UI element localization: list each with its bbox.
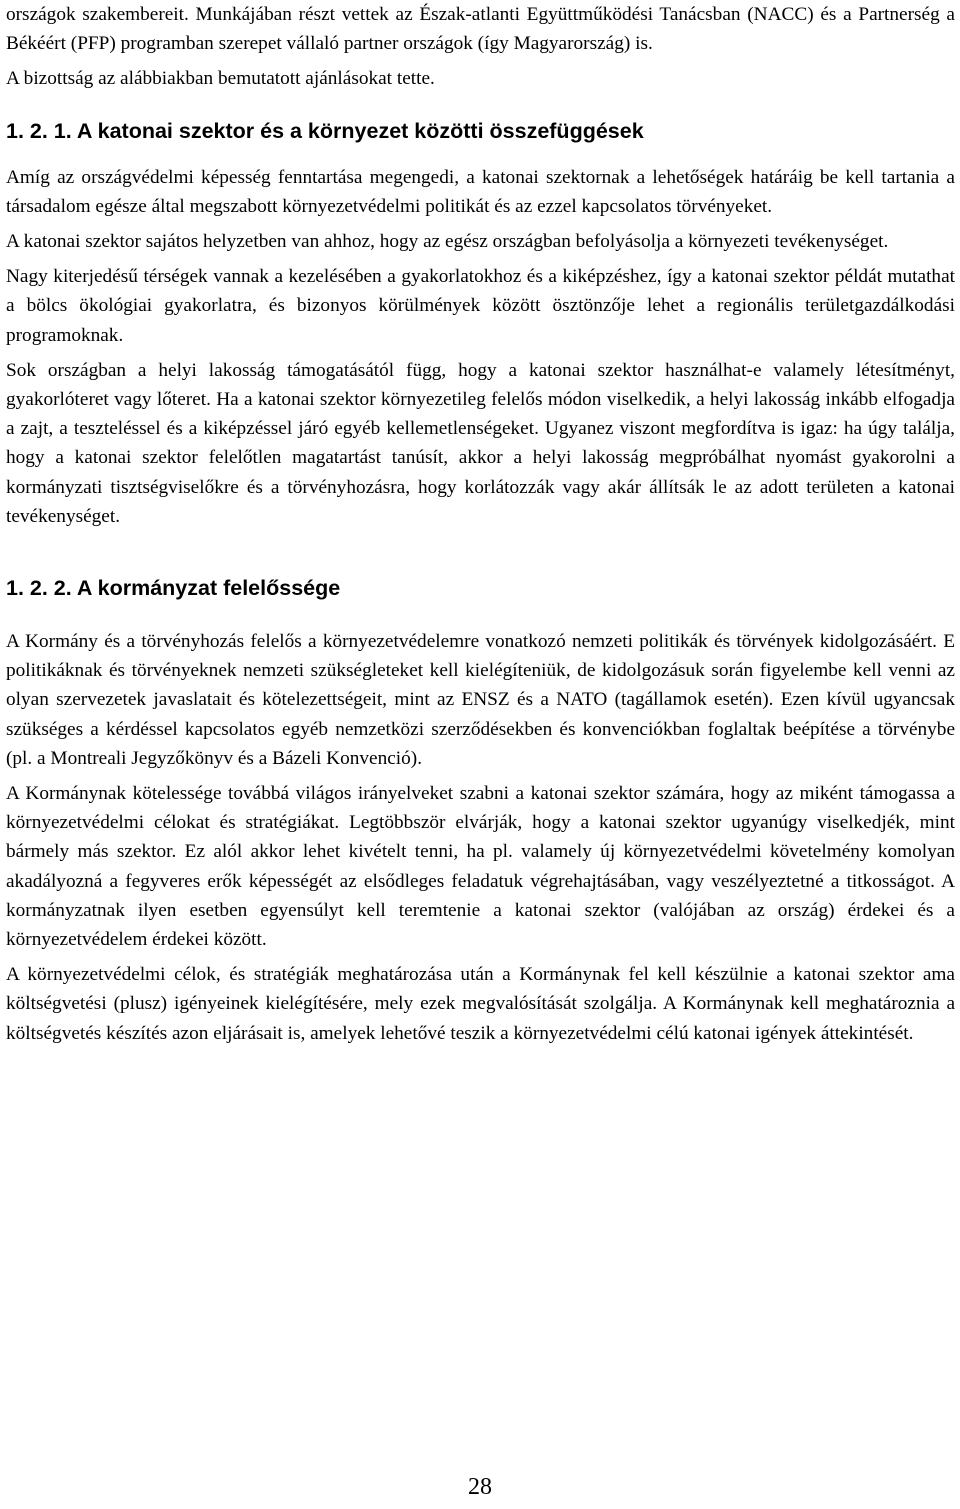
- section1-paragraph-3: Nagy kiterjedésű térségek vannak a kezelésében a gyakorlatokhoz és a kiképzéshez, így a katonai szektor példát mutathat a bölcs ökológiai gyakorlatra, és bizonyos körülmények között ösztönzője lehet a regionális területgazdálkodási programoknak.: [6, 266, 955, 346]
- section2-paragraph-1: A Kormány és a törvényhozás felelős a környezetvédelemre vonatkozó nemzeti politikák és törvények kidolgozásáért. E politikáknak és törvényeknek nemzeti szükségleteket kell kielégíteniük, de kidolgozásuk során figyelembe kell venni az olyan szervezetek javaslatait és kötelezettségeit, mint az ENSZ és a NATO (tagállamok esetén). Ezen kívül ugyancsak szükséges a kérdéssel kapcsolatos egyéb nemzetközi szerződésekben és konvenciókban foglaltak beépítése a törvénybe (pl. a Montreali Jegyzőkönyv és a Bázeli Konvenció).: [6, 631, 955, 769]
- page-number: 28: [468, 1474, 492, 1500]
- section2-paragraph-3: A környezetvédelmi célok, és stratégiák meghatározása után a Kormánynak fel kell készülnie a katonai szektor ama költségvetési (plusz) igényeinek kielégítésére, mely ezek megvalósítását szolgálja. A Kormánynak kell meghatároznia a költségvetés készítés azon eljárásait is, amelyek lehetővé teszik a környezetvédelmi célú katonai igények áttekintését.: [6, 964, 955, 1044]
- section1-paragraph-4: Sok országban a helyi lakosság támogatásától függ, hogy a katonai szektor használhat-e valamely létesítményt, gyakorlóteret vagy lőteret. Ha a katonai szektor környezetileg felelős módon viselkedik, a helyi lakosság inkább elfogadja a zajt, a teszteléssel és a kiképzéssel járó egyéb kellemetlenségeket. Ugyanez viszont megfordítva is igaz: ha úgy találja, hogy a katonai szektor felelőtlen magatartást tanúsít, akkor a helyi lakosság megpróbálhat nyomást gyakorolni a kormányzati tisztségviselőkre és a törvényhozásra, hogy korlátozzák vagy akár állítsák le az adott területen a katonai tevékenységet.: [6, 359, 955, 527]
- section1-paragraph-2: A katonai szektor sajátos helyzetben van ahhoz, hogy az egész országban befolyásolja a környezeti tevékenységet.: [6, 231, 889, 253]
- intro-paragraph-2: A bizottság az alábbiakban bemutatott ajánlásokat tette.: [6, 68, 435, 90]
- section1-paragraph-1: Amíg az országvédelmi képesség fenntartása megengedi, a katonai szektornak a lehetőségek határáig be kell tartania a társadalom egésze által megszabott környezetvédelmi politikát és az ezzel kapcsolatos törvényeket.: [6, 166, 955, 217]
- section-heading-1-2-2: 1. 2. 2. A kormányzat felelőssége: [6, 576, 341, 601]
- section2-paragraph-2: A Kormánynak kötelessége továbbá világos irányelveket szabni a katonai szektor számára, hogy az miként támogassa a környezetvédelmi célokat és stratégiákat. Legtöbbször elvárják, hogy a katonai szektor ugyanúgy viselkedjék, mint bármely más szektor. Ez alól akkor lehet kivételt tenni, ha pl. valamely új környezetvédelmi követelmény komolyan akadályozná a fegyveres erők képességét az elsődleges feladatuk végrehajtásában, vagy veszélyeztetné a titkosságot. A kormányzatnak ilyen esetben egyensúlyt kell teremtenie a katonai szektor (valójában az ország) érdekei és a környezetvédelem érdekei között.: [6, 783, 955, 951]
- document-page: [6, 0, 955, 1048]
- intro-paragraph-1: országok szakembereit. Munkájában részt vettek az Észak-atlanti Együttműködési Tanácsban (NACC) és a Partnerség a Békéért (PFP) programban szerepet vállaló partner országok (így Magyarország) is.: [6, 4, 955, 55]
- section-heading-1-2-1: 1. 2. 1. A katonai szektor és a környezet közötti összefüggések: [6, 118, 644, 143]
